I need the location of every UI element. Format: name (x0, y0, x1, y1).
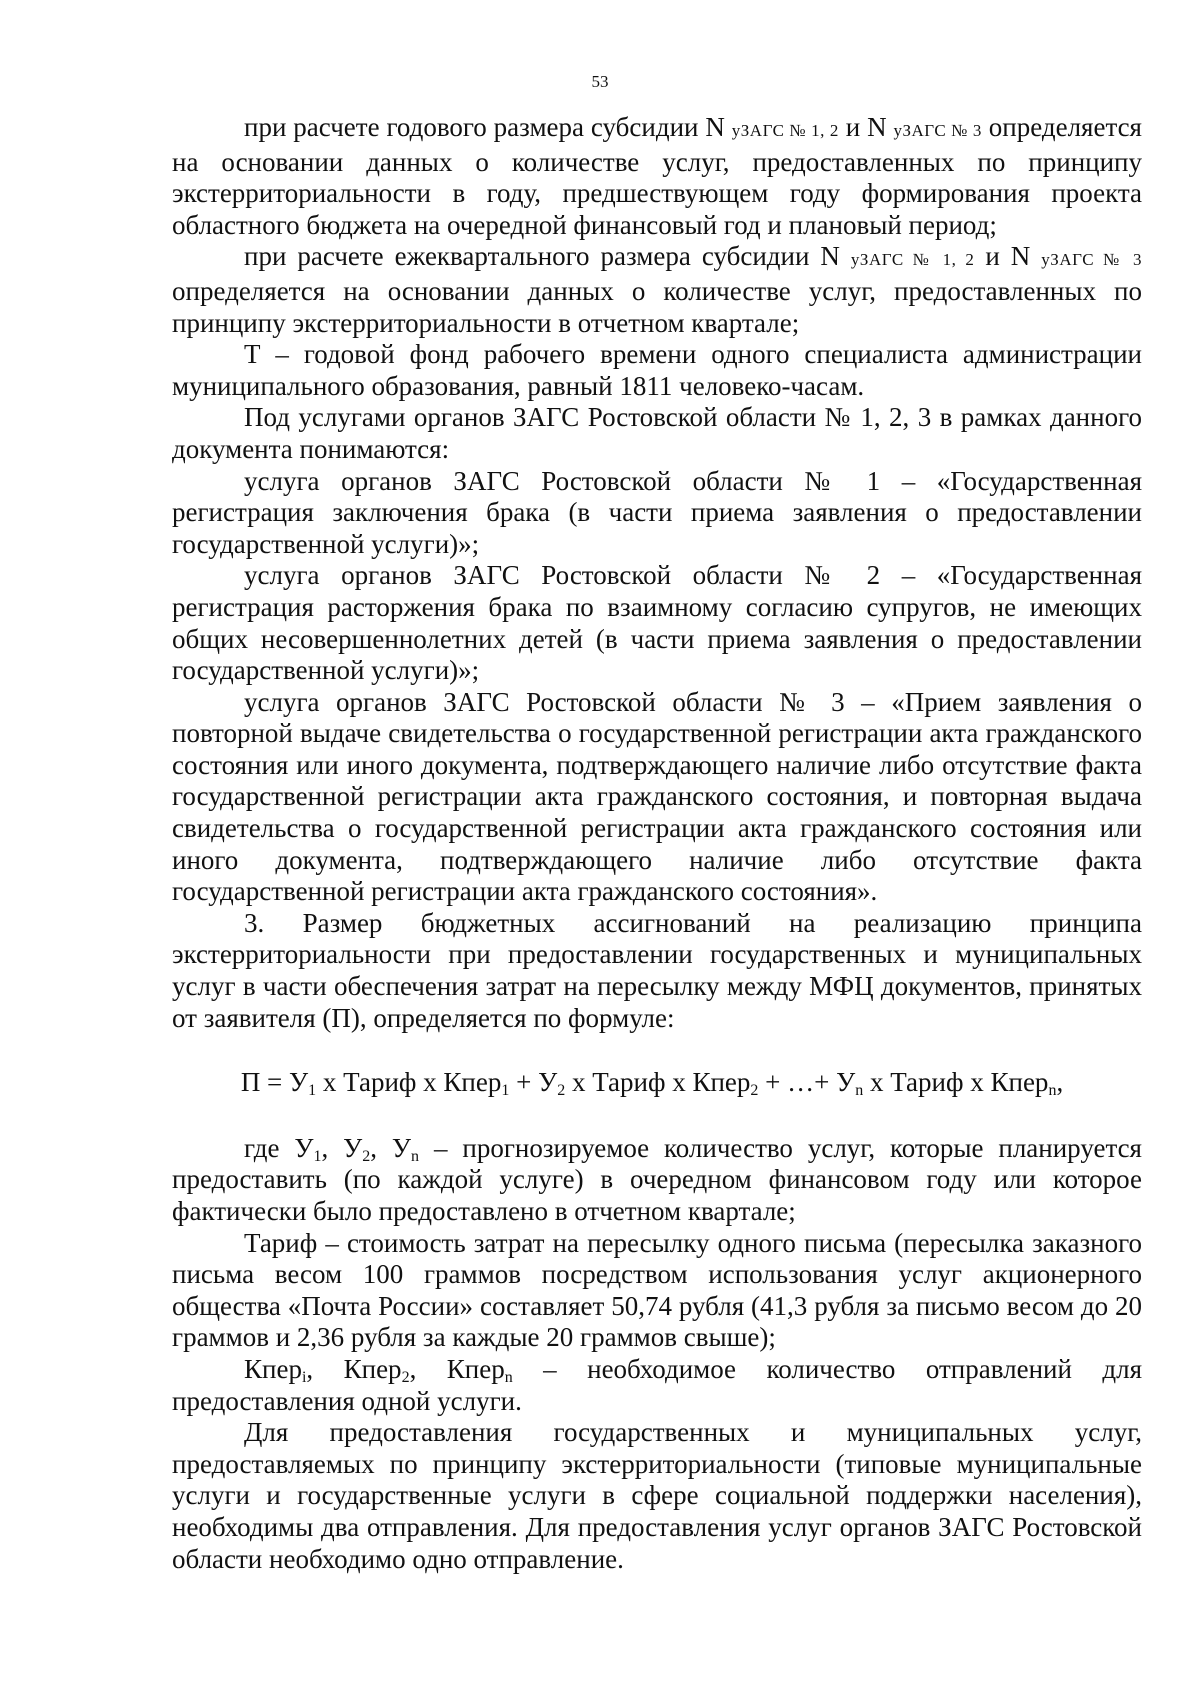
formula-text: , (1056, 1067, 1064, 1098)
formula-text: х Тариф х Кпер (565, 1067, 751, 1098)
paragraph-text: , Кпер (409, 1353, 505, 1384)
formula-text: х Тариф х Кпер (863, 1067, 1049, 1098)
subscript-text: 2 (362, 1147, 371, 1165)
paragraph-text: где У (244, 1132, 314, 1163)
paragraph-budget-formula-intro: 3. Размер бюджетных ассигнований на реализацию принципа экстерриториальности при предоставлении государственных и муниципальных услуг в части обеспечения затрат на пересылку между МФЦ документов, принятых от заявителя (П), определяется по формуле: (172, 907, 1142, 1033)
paragraph-text: , У (321, 1132, 363, 1163)
subscript-text: i (301, 1368, 307, 1386)
document-body (172, 112, 1142, 1575)
subscript-text: 1 (313, 1147, 322, 1165)
formula-subscript: 2 (557, 1082, 566, 1100)
subscript-text: 2 (401, 1368, 410, 1386)
paragraph-quarterly-subsidy (172, 241, 1142, 339)
formula-subscript: 1 (501, 1082, 510, 1100)
paragraph-tariff-definition: Тариф – стоимость затрат на пересылку одного письма (пересылка заказного письма весом 100 граммов посредством использования услуг акционерного общества «Почта России» составляет 50,74 рубля (41,3 рубля за письмо весом до 20 граммов и 2,36 рубля за каждые 20 граммов свыше); (172, 1227, 1142, 1353)
paragraph-text: при расчете ежеквартального размера субсидии N (244, 241, 851, 272)
formula-text: П = У (240, 1067, 309, 1098)
formula-text: + У (509, 1067, 558, 1098)
paragraph-annual-subsidy (172, 112, 1142, 241)
subscript-text: уЗАГС № 3 (893, 121, 982, 140)
paragraph-zags-service-2: услуга органов ЗАГС Ростовской области № 2 – «Государственная регистрация расторжения брака по взаимному согласию супругов, не имеющих общих несовершеннолетних детей (в части приема заявления о предоставлении государственной услуги)»; (172, 560, 1142, 686)
paragraph-text: , У (370, 1132, 412, 1163)
paragraph-text: , Кпер (306, 1353, 402, 1384)
paragraph-text: при расчете годового размера субсидии N (244, 112, 732, 142)
paragraph-text: – необходимое количество отправлений для предоставления одной услуги. (172, 1353, 1142, 1416)
paragraph-shipments-per-service: Для предоставления государственных и муниципальных услуг, предоставляемых по принципу экстерриториальности (типовые муниципальные услуги и государственные услуги в сфере социальной поддержки населения), необходимы два отправления. Для предоставления услуг органов ЗАГС Ростовской области необходимо одно отправление. (172, 1417, 1142, 1574)
subscript-text: уЗАГС № 1, 2 (731, 121, 839, 140)
formula-subscript: 1 (308, 1082, 317, 1100)
subscript-text: n (411, 1147, 420, 1165)
formula-text: х Тариф х Кпер (316, 1067, 502, 1098)
paragraph-text: и N (974, 241, 1042, 272)
paragraph-shipments-definition (172, 1354, 1142, 1417)
paragraph-services-count-definition (172, 1133, 1142, 1228)
page-number: 53 (591, 72, 609, 91)
formula-subscript: 2 (750, 1082, 759, 1100)
formula-subscript: n (855, 1082, 864, 1100)
paragraph-zags-service-3: услуга органов ЗАГС Ростовской области № 3 – «Прием заявления о повторной выдаче свидетельства о государственной регистрации акта гражданского состояния или иного документа, подтверждающего наличие либо отсутствие факта государственной регистрации акта гражданского состояния, и повторная выдача свидетельства о государственной регистрации акта гражданского состояния или иного документа, подтверждающего наличие либо отсутствие факта государственной регистрации акта гражданского состояния». (172, 686, 1142, 907)
paragraph-text: Кпер (244, 1353, 302, 1384)
paragraph-text: и N (838, 112, 894, 142)
subscript-text: уЗАГС № 3 (1041, 250, 1142, 270)
paragraph-text: – прогнозируемое количество услуг, которые планируется предоставить (по каждой услуге) в очередном финансовом году или которое фактически было предоставлено в отчетном квартале; (172, 1132, 1142, 1226)
subscript-text: уЗАГС № 1, 2 (850, 250, 975, 270)
formula-text: + …+ У (758, 1067, 856, 1098)
paragraph-working-time-fund: Т – годовой фонд рабочего времени одного специалиста администрации муниципального образования, равный 1811 человеко-часам. (172, 339, 1142, 401)
paragraph-text: определяется на основании данных о количестве услуг, предоставленных по принципу экстерриториальности в отчетном квартале; (172, 275, 1142, 338)
paragraph-zags-service-1: услуга органов ЗАГС Ростовской области № 1 – «Государственная регистрация заключения брака (в части приема заявления о предоставлении государственной услуги)»; (172, 465, 1142, 559)
formula-subscript: n (1048, 1082, 1057, 1100)
paragraph-text: определяется на основании данных о количестве услуг, предоставленных по принципу экстерриториальности в году, предшествующем году формирования проекта областного бюджета на очередной финансовый год и плановый период; (172, 112, 1142, 240)
subscript-text: n (504, 1368, 513, 1386)
formula (172, 1067, 1142, 1099)
paragraph-zags-services-intro: Под услугами органов ЗАГС Ростовской области № 1, 2, 3 в рамках данного документа понимаются: (172, 402, 1142, 464)
